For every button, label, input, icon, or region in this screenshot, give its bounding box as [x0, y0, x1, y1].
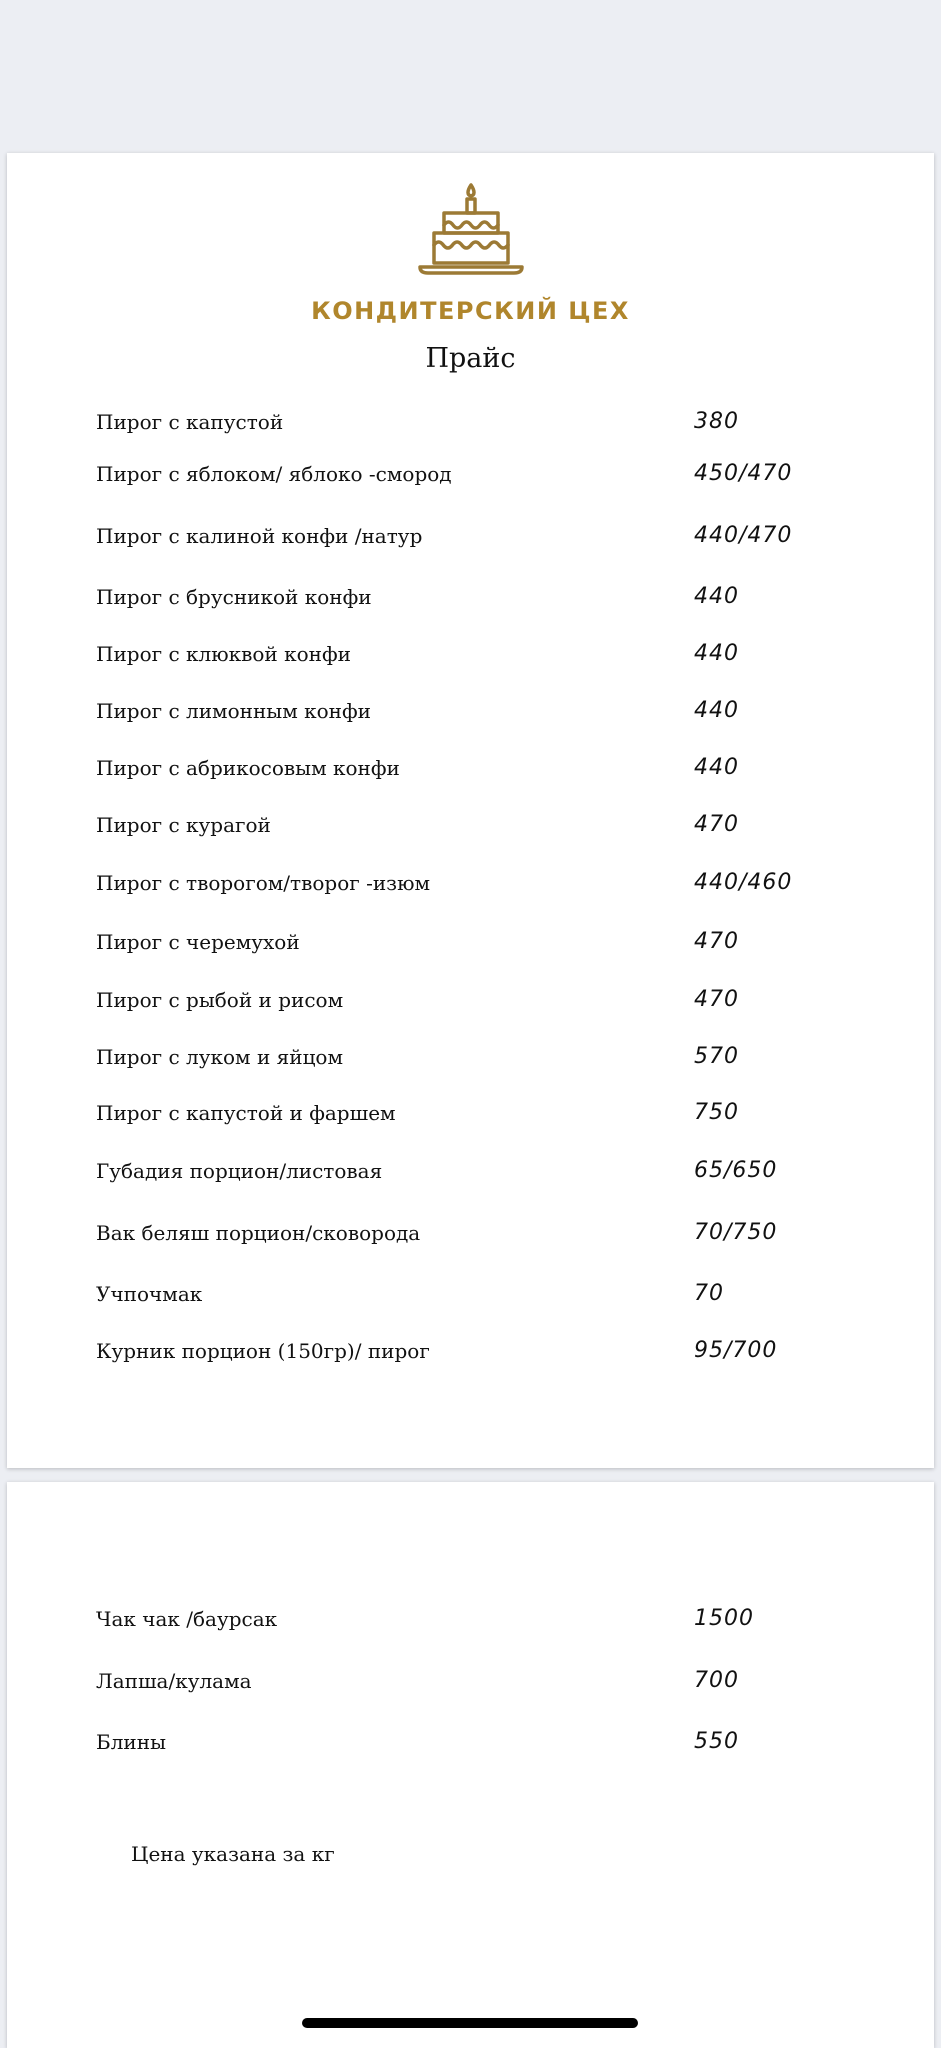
list-item	[7, 580, 934, 614]
item-name: Пирог с луком и яйцом	[96, 1045, 344, 1069]
price-note: Цена указана за кг	[131, 1842, 335, 1866]
item-price: 440/470	[694, 523, 793, 548]
item-name: Пирог с лимонным конфи	[96, 699, 371, 723]
list-item	[7, 866, 934, 900]
list-item	[7, 1096, 934, 1130]
page-title: Прайс	[425, 343, 516, 374]
item-name: Пирог с калиной конфи /натур	[96, 524, 423, 548]
item-price: 440	[694, 698, 739, 723]
list-item	[7, 694, 934, 728]
item-price: 440	[694, 584, 739, 609]
item-price: 750	[694, 1100, 739, 1125]
item-name: Пирог с абрикосовым конфи	[96, 756, 400, 780]
list-item	[7, 1040, 934, 1074]
list-item	[7, 1216, 934, 1250]
item-name: Пирог с рыбой и рисом	[96, 988, 344, 1012]
list-item	[7, 457, 934, 491]
item-price: 65/650	[694, 1158, 778, 1183]
list-item	[7, 1334, 934, 1368]
list-item	[7, 637, 934, 671]
list-item	[7, 1277, 934, 1311]
list-item	[7, 1154, 934, 1188]
list-item	[7, 405, 934, 439]
item-price: 550	[694, 1729, 739, 1754]
item-name: Пирог с капустой	[96, 410, 284, 434]
item-name: Учпочмак	[96, 1282, 203, 1306]
home-indicator[interactable]	[302, 2018, 638, 2028]
item-price: 700	[694, 1668, 739, 1693]
list-item	[7, 519, 934, 553]
item-price: 440/460	[694, 870, 793, 895]
item-name: Курник порцион (150гр)/ пирог	[96, 1339, 430, 1363]
item-price: 440	[694, 641, 739, 666]
item-price: 470	[694, 987, 739, 1012]
price-list-page-2	[7, 1482, 934, 2048]
list-item	[7, 925, 934, 959]
item-name: Пирог с клюквой конфи	[96, 642, 351, 666]
item-name: Пирог с творогом/творог -изюм	[96, 871, 431, 895]
list-item	[7, 1664, 934, 1698]
list-item	[7, 983, 934, 1017]
item-name: Вак беляш порцион/сковорода	[96, 1221, 421, 1245]
item-price: 70	[694, 1281, 724, 1306]
item-name: Лапша/кулама	[96, 1669, 252, 1693]
list-item	[7, 808, 934, 842]
item-name: Пирог с брусникой конфи	[96, 585, 372, 609]
item-price: 570	[694, 1044, 739, 1069]
list-item	[7, 1725, 934, 1759]
item-name: Блины	[96, 1730, 166, 1754]
item-price: 1500	[694, 1606, 754, 1631]
item-price: 470	[694, 812, 739, 837]
item-price: 470	[694, 929, 739, 954]
item-price: 380	[694, 409, 739, 434]
brand-name: КОНДИТЕРСКИЙ ЦЕХ	[311, 297, 630, 325]
item-name: Губадия порцион/листовая	[96, 1159, 383, 1183]
item-price: 450/470	[694, 461, 793, 486]
item-name: Пирог с черемухой	[96, 930, 300, 954]
item-name: Пирог с курагой	[96, 813, 271, 837]
cake-with-candle-icon	[416, 181, 526, 279]
item-name: Пирог с яблоком/ яблоко -смород	[96, 462, 452, 486]
item-name: Пирог с капустой и фаршем	[96, 1101, 396, 1125]
price-list-page-1	[7, 153, 934, 1468]
item-price: 70/750	[694, 1220, 778, 1245]
list-item	[7, 751, 934, 785]
logo	[7, 181, 934, 325]
item-name: Чак чак /баурсак	[96, 1607, 278, 1631]
item-price: 95/700	[694, 1338, 778, 1363]
item-price: 440	[694, 755, 739, 780]
list-item	[7, 1602, 934, 1636]
